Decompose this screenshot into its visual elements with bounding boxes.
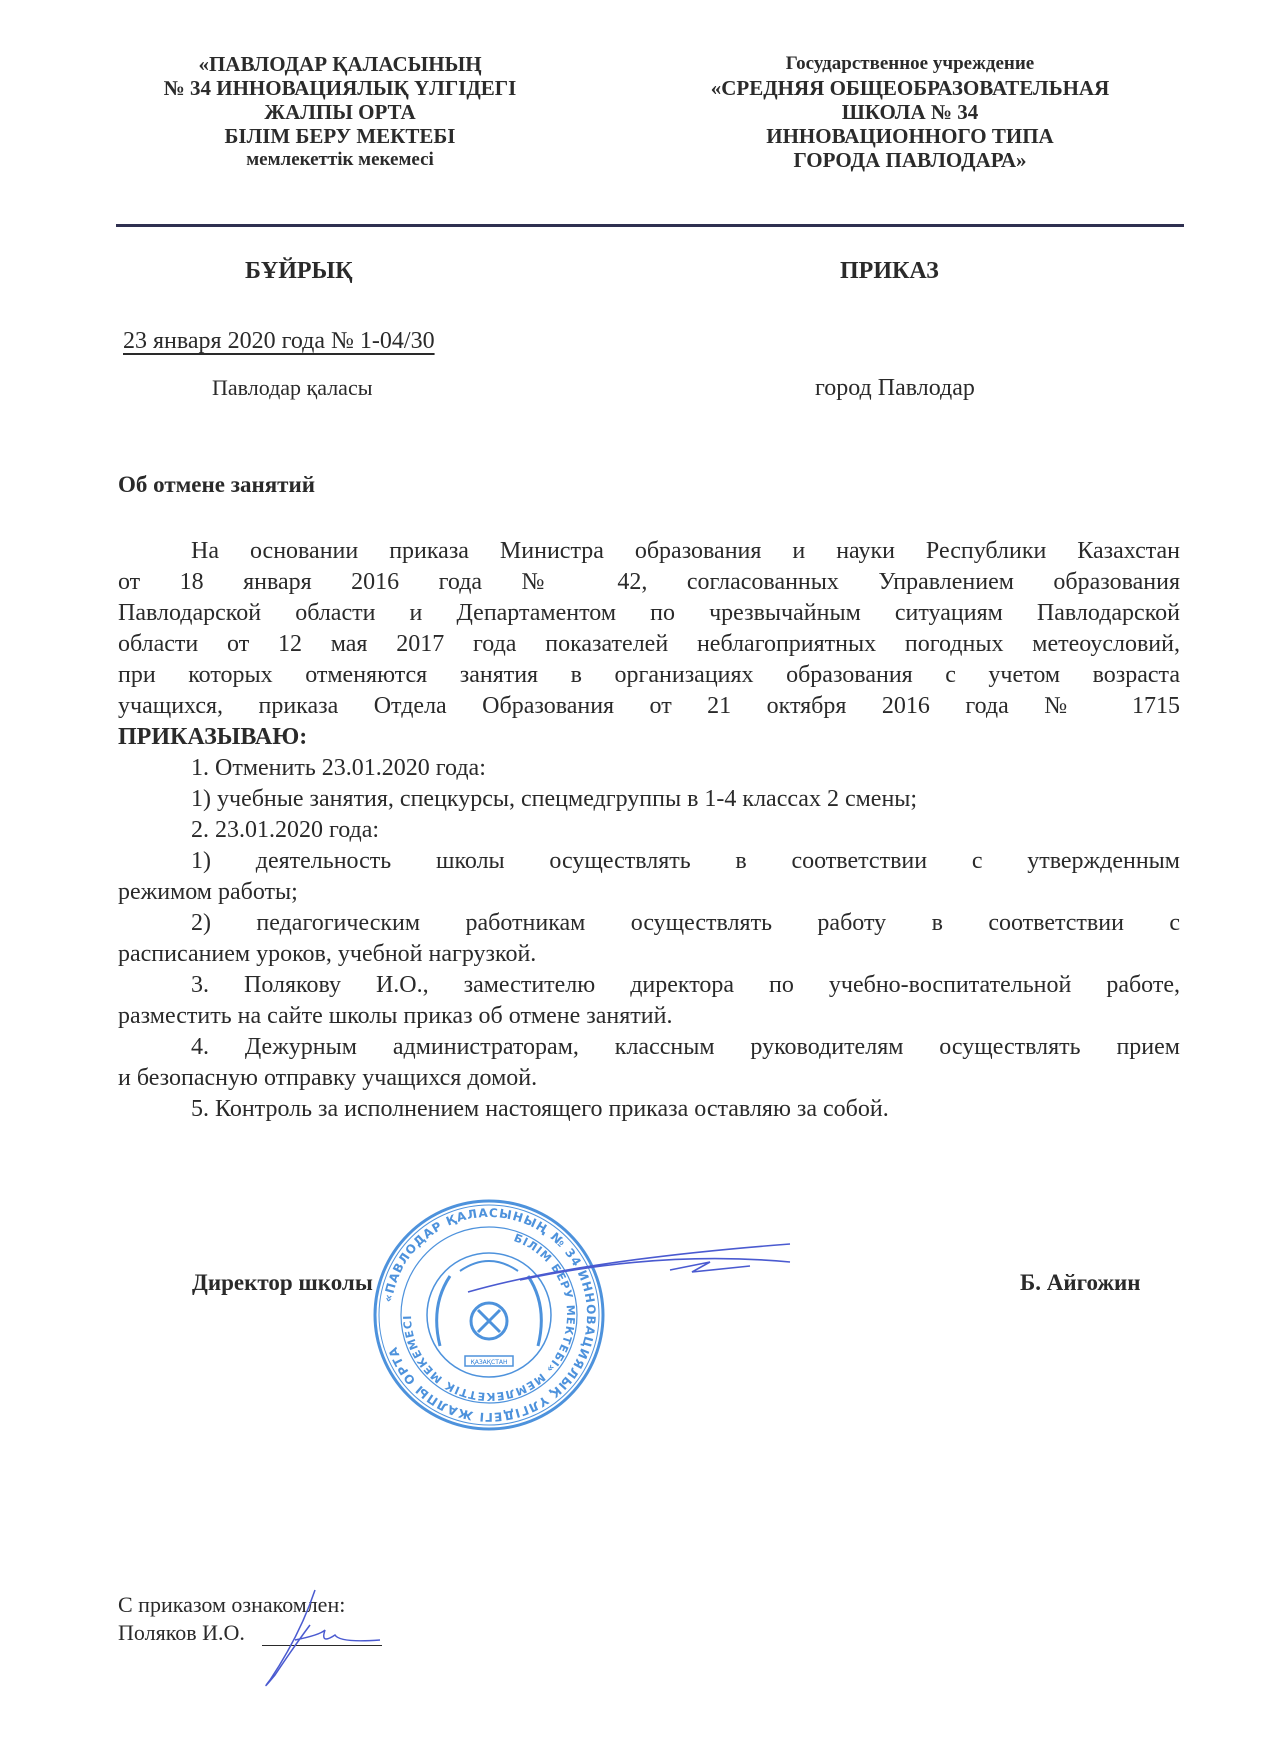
order-item: 5. Контроль за исполнением настоящего приказа оставляю за собой. — [191, 1096, 889, 1122]
order-item: 1. Отменить 23.01.2020 года: — [191, 755, 486, 781]
order-item: 2. 23.01.2020 года: — [191, 817, 380, 843]
preamble-line: области от 12 мая 2017 года показателей неблагоприятных погодных метеоусловий, — [118, 631, 1180, 657]
preamble-line: при которых отменяются занятия в организациях образования с учетом возраста — [118, 662, 1180, 688]
stamp-inner-text: БІЛІМ БЕРУ МЕКТЕБІ» МЕМЛЕКЕТТІК МЕКЕМЕСІ — [400, 1231, 578, 1404]
order-item-cont: и безопасную отправку учащихся домой. — [118, 1065, 538, 1091]
signature-position: Директор школы — [192, 1270, 373, 1295]
order-item-cont: разместить на сайте школы приказ об отмене занятий. — [118, 1003, 673, 1029]
stamp-outer-text: «ПАВЛОДАР ҚАЛАСЫНЫҢ № 34 ИННОВАЦИЯЛЫҚ ҮЛГІДЕГІ ЖАЛПЫ ОРТА — [380, 1205, 599, 1425]
place-ru: город Павлодар — [815, 375, 975, 401]
header-divider — [116, 224, 1184, 227]
acknowledgement-signature-icon — [240, 1585, 390, 1695]
preamble-line: Павлодарской области и Департаментом по чрезвычайным ситуациям Павлодарской — [118, 600, 1180, 626]
header-ru-subtitle: Государственное учреждение — [785, 53, 1035, 74]
header-kz — [110, 52, 570, 172]
stamp-icon — [370, 1196, 608, 1434]
order-item: 4. Дежурным администраторам, классным руководителям осуществлять прием — [191, 1034, 1180, 1060]
preamble-line: от 18 января 2016 года № 42, согласованных Управлением образования — [118, 569, 1180, 595]
order-item-cont: режимом работы; — [118, 879, 298, 905]
header-kz-line: «ПАВЛОДАР ҚАЛАСЫНЫҢ — [198, 52, 482, 76]
header-ru — [660, 52, 1160, 172]
order-item-cont: расписанием уроков, учебной нагрузкой. — [118, 941, 537, 967]
director-signature-icon — [460, 1240, 800, 1300]
order-item: 3. Полякову И.О., заместителю директора по учебно-воспитательной работе, — [191, 972, 1180, 998]
acknowledgement-label: С приказом ознакомлен: — [118, 1592, 346, 1617]
header-kz-line: ЖАЛПЫ ОРТА — [264, 100, 416, 124]
header-ru-line: «СРЕДНЯЯ ОБЩЕОБРАЗОВАТЕЛЬНАЯ — [710, 76, 1110, 100]
header-ru-line: ИННОВАЦИОННОГО ТИПА — [766, 124, 1054, 148]
date-number: 23 января 2020 года № 1-04/30 — [123, 328, 435, 354]
header-ru-line: ШКОЛА № 34 — [841, 100, 979, 124]
doc-type-kz: БҰЙРЫҚ — [245, 258, 353, 284]
official-stamp — [370, 1196, 608, 1434]
preamble-line: учащихся, приказа Отдела Образования от 21 октября 2016 года № 1715 — [118, 693, 1180, 719]
preamble-line: На основании приказа Министра образования и науки Республики Казахстан — [191, 538, 1180, 564]
stamp-emblem-label: ҚАЗАҚСТАН — [470, 1359, 508, 1366]
header-ru-line: ГОРОДА ПАВЛОДАРА» — [793, 148, 1027, 172]
header-kz-line: № 34 ИННОВАЦИЯЛЫҚ ҮЛГІДЕГІ — [163, 76, 517, 100]
acknowledgement-name: Поляков И.О. — [118, 1620, 245, 1645]
subject: Об отмене занятий — [118, 472, 315, 497]
signature-name: Б. Айгожин — [1020, 1270, 1141, 1295]
header-kz-subtitle: мемлекеттік мекемесі — [246, 149, 434, 170]
order-item: 1) учебные занятия, спецкурсы, спецмедгруппы в 1-4 классах 2 смены; — [191, 786, 918, 812]
doc-type-ru: ПРИКАЗ — [840, 258, 939, 284]
place-kz: Павлодар қаласы — [212, 375, 373, 400]
order-word: ПРИКАЗЫВАЮ: — [118, 724, 308, 750]
header-kz-line: БІЛІМ БЕРУ МЕКТЕБІ — [224, 124, 456, 148]
order-item: 2) педагогическим работникам осуществлять работу в соответствии с — [191, 910, 1180, 936]
order-item: 1) деятельность школы осуществлять в соответствии с утвержденным — [191, 848, 1180, 874]
